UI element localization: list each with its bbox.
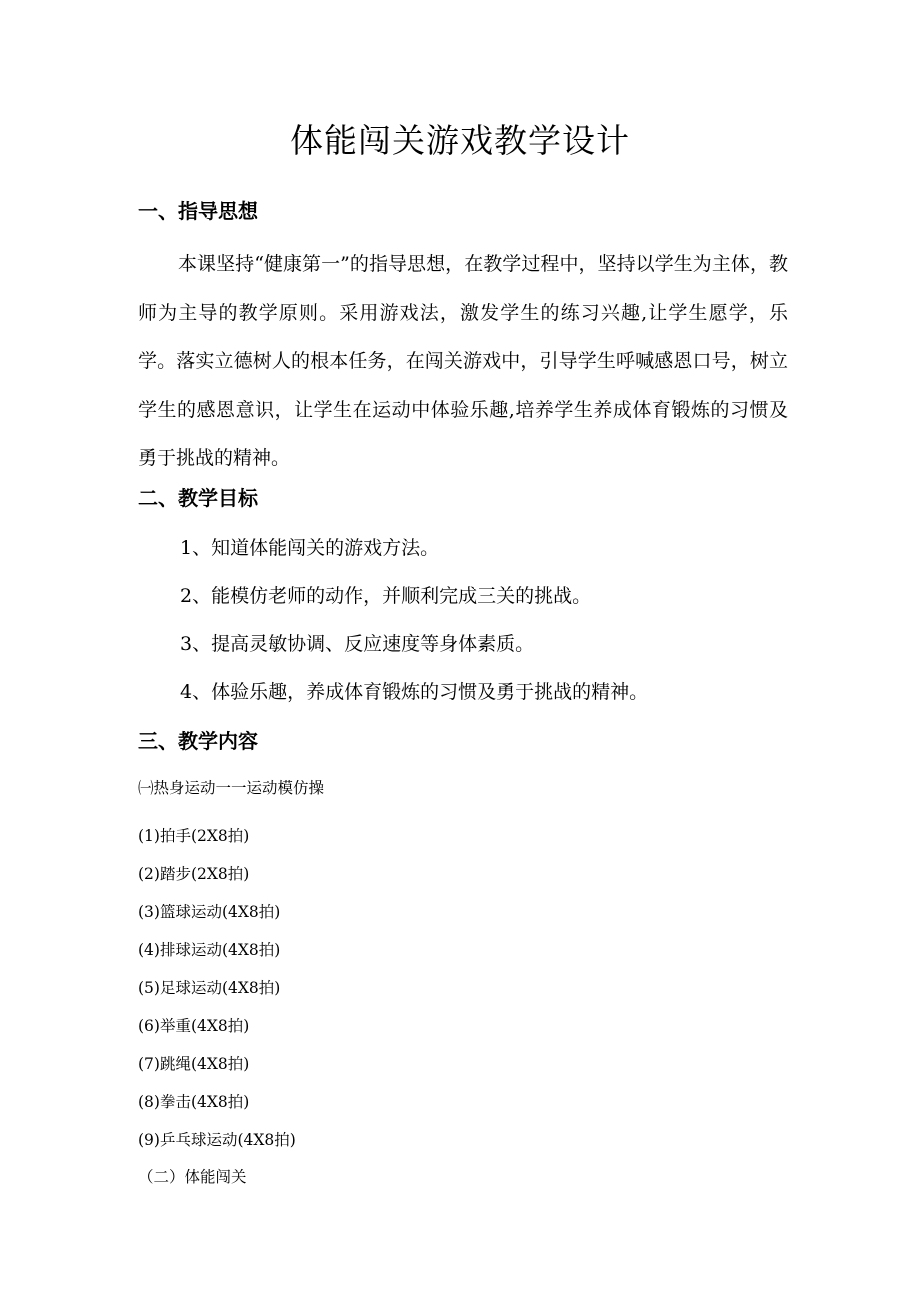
warmup-item: (9)乒乓球运动(4X8拍) [138,1131,296,1149]
goal-item: 3、提高灵敏协调、反应速度等身体素质。 [180,633,535,655]
warmup-item: (7)跳绳(4X8拍) [138,1055,250,1073]
warmup-item: (3)篮球运动(4X8拍) [138,903,281,921]
section-heading-teaching-content: 三、教学内容 [138,729,258,753]
subsection-fitness-challenge-heading: （二）体能闯关 [138,1168,247,1186]
subsection-warmup-heading: ㈠热身运动一一运动模仿操 [138,779,325,797]
goal-item: 1、知道体能闯关的游戏方法。 [180,537,440,559]
guiding-ideology-paragraph: 本课坚持“健康第一”的指导思想，在教学过程中，坚持以学生为主体，教师为主导的教学原则。采用游戏法，激发学生的练习兴趣,让学生愿学，乐学。落实立德树人的根本任务，在闯关游戏中，引导学生呼喊感恩口号，树立学生的感恩意识，让学生在运动中体验乐趣,培养学生养成体育锻炼的习惯及勇于挑战的精神。 [138,253,788,469]
goal-item: 4、体验乐趣，养成体育锻炼的习惯及勇于挑战的精神。 [180,681,649,703]
section-heading-teaching-goals: 二、教学目标 [138,486,258,510]
warmup-item: (8)拳击(4X8拍) [138,1093,250,1111]
warmup-item: (1)拍手(2X8拍) [138,827,250,845]
warmup-item: (2)踏步(2X8拍) [138,865,250,883]
page-title: 体能闯关游戏教学设计 [290,121,630,160]
warmup-item: (4)排球运动(4X8拍) [138,941,281,959]
warmup-item: (6)举重(4X8拍) [138,1017,250,1035]
goal-item: 2、能模仿老师的动作，并顺利完成三关的挑战。 [180,585,592,607]
section-heading-guiding-ideology: 一、指导思想 [138,199,258,223]
warmup-item: (5)足球运动(4X8拍) [138,979,281,997]
